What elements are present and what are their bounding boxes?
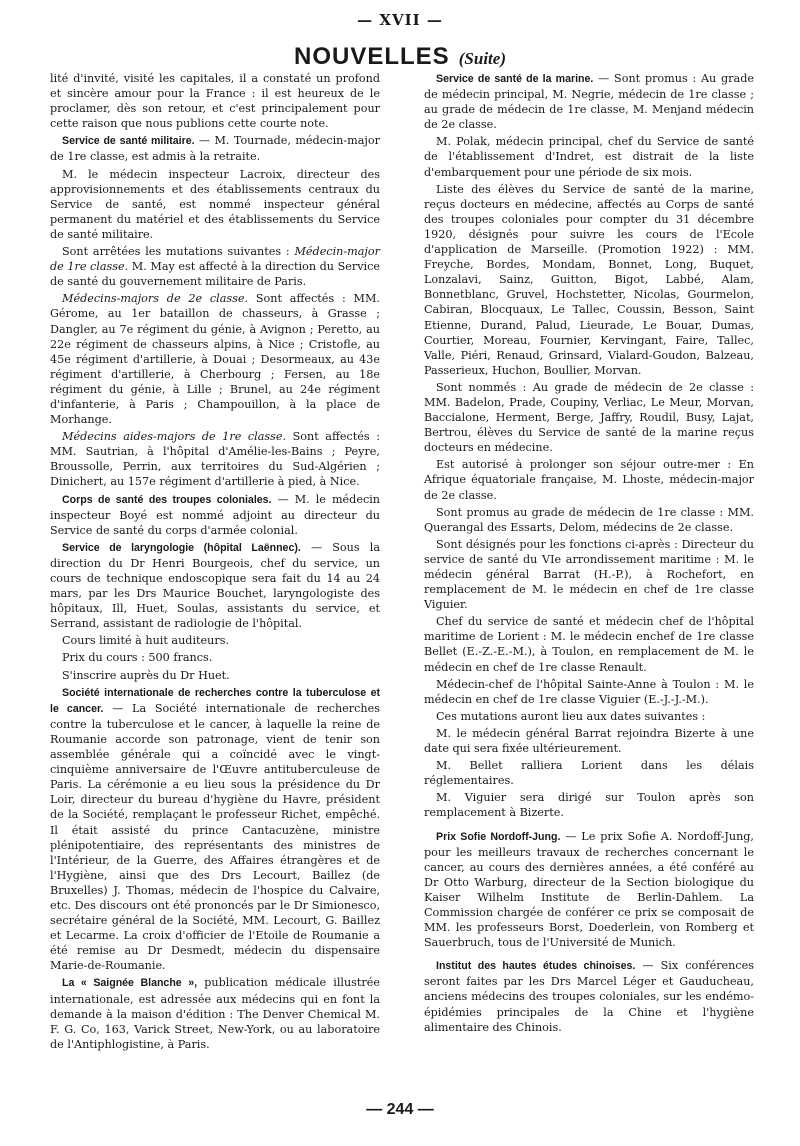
title-suite: (Suite) <box>458 49 506 68</box>
paragraph: Sont nommés : Au grade de médecin de 2e classe : MM. Badelon, Prade, Coupiny, Verliac, Le Meur, Morvan, Baccialone, Herment, Berge, Jaffry, Roudil, Busy, Lajat, Bertrou, élèves du Service de santé de la marine reçus docteurs en médecine. <box>424 380 754 455</box>
paragraph: Sont promus au grade de médecin de 1re classe : MM. Querangal des Essarts, Delom, médecins de 2e classe. <box>424 505 754 534</box>
title-main: NOUVELLES <box>293 43 450 70</box>
section-heading: Corps de santé des troupes coloniales. <box>62 493 272 506</box>
paragraph: Prix du cours : 500 francs. <box>62 651 213 665</box>
paragraph <box>50 492 380 538</box>
paragraph-text: — M. Tournade, médecin-major de 1re classe, est admis à la retraite. <box>50 134 380 164</box>
section-heading: Institut des hautes études chinoises. <box>436 960 636 973</box>
paragraph: Sont désignés pour les fonctions ci-après : Directeur du service de santé du VIe arrondissement maritime : M. le médecin général Barrat (H.-P.), à Rochefort, en remplacement de M. le médecin en chef de 1re classe Viguier. <box>424 537 754 612</box>
paragraph-text: — Le prix Sofie A. Nordoff-Jung, pour les meilleurs travaux de recherches concernant le cancer, au cours des dernières années, a été conféré au Dr Otto Warburg, directeur de la Section biologique du Kaiser Wilhelm Institute de Berlin-Dahlem. La Commission chargée de conférer ce prix se composait de MM. les professeurs Borst, Doederlein, von Romberg et Sauerbruch, tous de l'Université de Munich. <box>424 829 754 950</box>
paragraph-text: — Six conférences seront faites par les Drs Marcel Léger et Gauducheau, anciens médecins des troupes coloniales, sur les endémo-épidémies principales de la Chine et l'hygiène alimentaire des Chinois. <box>424 959 754 1034</box>
paragraph-text: — Sous la direction du Dr Henri Bourgeois, chef du service, un cours de technique endoscopique sera fait du 14 au 24 mars, par les Drs Maurice Bouchet, laryngologiste des hôpitaux, Ill, Huet, Soulas, assistants du service, et Serrand, assistant de radiologie de l'hôpital. <box>50 540 380 631</box>
section-heading: Service de santé militaire. <box>62 135 195 148</box>
paragraph-text: M. May est affecté à la direction du Service de santé du gouvernement militaire de Paris. <box>50 260 381 289</box>
paragraph: M. Polak, médecin principal, chef du Service de santé de l'établissement d'Indret, est distrait de la liste d'embarquement pour une période de six mois. <box>424 135 754 179</box>
left-column <box>50 71 380 1054</box>
paragraph: M. Bellet ralliera Lorient dans les délais réglementaires. <box>424 759 754 788</box>
paragraph: Médecin-chef de l'hôpital Sainte-Anne à Toulon : M. le médecin en chef de 1re classe Viguier (E.-J.-J.-M.). <box>424 677 754 706</box>
paragraph <box>50 244 380 289</box>
section-title <box>0 43 800 71</box>
paragraph <box>50 540 380 632</box>
paragraph: lité d'invité, visité les capitales, il a constaté un profond et sincère amour pour la France : il est heureux de le proclamer, dès son retour, et c'est principalement pour cette raison que nous publions cette courte note. <box>50 72 380 131</box>
page-number: — 244 — <box>366 1101 434 1118</box>
section-heading: La « Saignée Blanche », <box>62 977 198 990</box>
italic-heading: Médecins-majors de 2e classe. <box>62 292 249 306</box>
paragraph: M. Viguier sera dirigé sur Toulon après son remplacement à Bizerte. <box>424 791 754 820</box>
paragraph: Chef du service de santé et médecin chef de l'hôpital maritime de Lorient : M. le médecin enchef de 1re classe Bellet (E.-Z.-E.-M.), à Toulon, en remplacement de M. le médecin en chef de 1re classe Renault. <box>424 615 754 674</box>
paragraph: Cours limité à huit auditeurs. <box>62 634 230 648</box>
paragraph: M. le médecin inspecteur Lacroix, directeur des approvisionnements et des établissements centraux du Service de santé, est nommé inspecteur général permanent du matériel et des établissements du Service de santé militaire. <box>50 167 380 241</box>
paragraph <box>424 829 754 951</box>
paragraph-text: publication médicale illustrée internationale, est adressée aux médecins qui en font la demande à la maison d'édition : The Denver Chemical M. F. G. Co, 163, Varick Street, New-York, ou au laboratoire de l'Antiphlogistine, à Paris. <box>50 976 381 1051</box>
paragraph-text: Sont affectés : MM. Gérome, au 1er bataillon de chasseurs, à Grasse ; Dangler, au 7e régiment du génie, à Avignon ; Peretto, au 22e régiment de chasseurs alpins, à Nice ; Cristofle, au 45e régiment d'artillerie, à Douai ; Desormeaux, au 43e régiment d'artillerie, à Cherbourg ; Fersen, au 18e régiment du génie, à Lille ; Brunel, au 24e régiment d'infanterie, à Paris ; Champouillon, à la place de Morhange. <box>50 292 380 427</box>
section-heading: Prix Sofie Nordoff-Jung. <box>436 830 561 843</box>
paragraph-text: — Sont promus : Au grade de médecin principal, M. Negrie, médecin de 1re classe ; au grade de médecin de 1re classe, M. Menjand médecin de 2e classe. <box>424 72 754 132</box>
paragraph <box>424 958 754 1034</box>
italic-heading: Médecin-major de 1re classe. <box>50 245 380 274</box>
paragraph-text: Sont arrêtées les mutations suivantes : <box>62 245 295 259</box>
section-heading: Société internationale de recherches contre la tuberculose et le cancer. <box>50 686 380 715</box>
paragraph: M. le médecin général Barrat rejoindra Bizerte à une date qui sera fixée ultérieurement. <box>424 726 754 756</box>
paragraph: Liste des élèves du Service de santé de la marine, reçus docteurs en médecine, affectés au Corps de santé des troupes coloniales pour compter du 31 décembre 1920, désignés pour suivre les cours de l'Ecole d'application de Marseille. (Promotion 1922) : MM. Freyche, Bordes, Mondam, Bonnet, Long, Buquet, Lonzalavi, Sainz, Guitton, Bigot, Labbé, Alam, Bonnetblanc, Gruvel, Hochstetter, Nicolas, Gourmelon, Cabiran, Blocquaux, Le Tallec, Coussin, Besson, Saint Etienne, Durand, Palud, Lieurade, Le Bouar, Dumas, Courtier, Moreau, Fournier, Kervingant, Faire, Tallec, Valle, Piéri, Renaud, Grinsard, Vialard-Goudon, Balzeau, Passerieux, Huchon, Boullier, Morvan. <box>424 182 754 377</box>
paragraph-text: — M. le médecin inspecteur Boyé est nommé adjoint au directeur du Service de santé du corps d'armée colonial. <box>50 492 381 537</box>
paragraph-text: — La Société internationale de recherches contre la tuberculose et le cancer, à laquelle la reine de Roumanie accorde son patronage, vient de tenir son assemblée générale qui a coïncidé avec le vingt-cinquième anniversaire de l'Œuvre antituberculeuse de Paris. La cérémonie a eu lieu sous la présidence du Dr Loir, directeur du bureau d'hygiène du Havre, président de la Société, remplaçant le professeur Richet, empêché. Il était assisté du prince Cantacuzène, ministre plénipotentiaire, des représentants des ministres de l'Intérieur, de la Guerre, des Affaires étrangères et de l'Hygiène, ainsi que des Drs Lecourt, Baillez (de Bruxelles) J. Thomas, médecin de l'hospice du Calvaire, etc. Des discours ont été prononcés par le Dr Simionesco, secrétaire général de la Société, MM. Lecourt, G. Baillez et Lecarme. La croix d'officier de l'Etoile de Roumanie a été remise au Dr Desmedt, médecin du dispensaire Marie-de-Roumanie. <box>50 701 380 973</box>
italic-heading: Médecins aides-majors de 1re classe. <box>62 430 287 444</box>
right-column <box>424 71 754 1037</box>
paragraph <box>50 685 380 974</box>
paragraph: S'inscrire auprès du Dr Huet. <box>62 668 230 682</box>
paragraph-text: Sont affectés : MM. Sautrian, à l'hôpital d'Amélie-les-Bains ; Peyre, Broussolle, Perrin, aux territoires du Sud-Algérien ; Dinichert, au 157e régiment d'artillerie à pied, à Nice. <box>50 430 380 489</box>
paragraph: Est autorisé à prolonger son séjour outre-mer : En Afrique équatoriale française, M. Lhoste, médecin-major de 2e classe. <box>424 458 754 502</box>
paragraph <box>424 71 754 132</box>
paragraph <box>50 429 380 489</box>
paragraph <box>50 133 380 164</box>
section-heading: Service de santé de la marine. <box>436 73 594 85</box>
paragraph: Ces mutations auront lieu aux dates suivantes : <box>436 709 706 723</box>
paragraph <box>50 291 380 427</box>
section-heading: Service de laryngologie (hôpital Laënnec). <box>62 541 301 554</box>
roman-page-header: — XVII — <box>357 11 443 29</box>
paragraph <box>50 975 380 1051</box>
